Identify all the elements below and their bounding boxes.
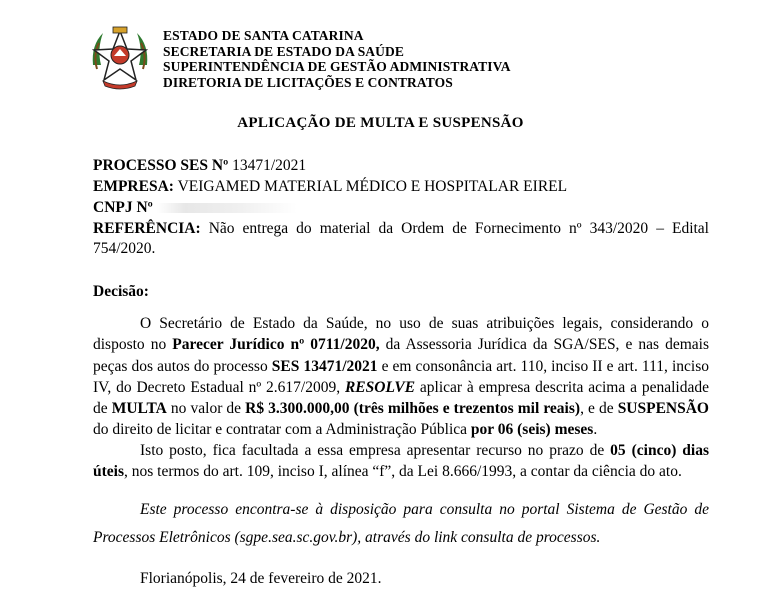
bold-segment: Parecer Jurídico nº 0711/2020,: [172, 336, 380, 354]
consultation-paragraph: [93, 496, 709, 552]
document-date: Florianópolis, 24 de fevereiro de 2021.: [140, 570, 382, 587]
text-segment: do direito de licitar e contratar com a Administração Pública: [93, 421, 471, 439]
bold-italic-segment: RESOLVE: [344, 378, 416, 396]
text-segment: , nos termos do art. 109, inciso I, alínea “f”, da Lei 8.666/1993, a contar da ciência do ato.: [124, 463, 682, 481]
referencia-value: Não entrega do material da Ordem de Fornecimento nº 343/2020 – Edital 754/2020.: [93, 220, 709, 257]
header-line: ESTADO DE SANTA CATARINA: [163, 28, 364, 43]
cnpj-label: CNPJ Nº: [93, 199, 153, 216]
text-segment: no valor de: [166, 400, 246, 418]
text-segment: Isto posto, fica facultada a essa empresa apresentar recurso no prazo de: [140, 442, 611, 459]
text-segment: , e de: [580, 400, 618, 418]
institution-header: [163, 28, 511, 90]
state-crest-icon: [89, 25, 151, 91]
text-segment: da Assessoria Jurídica da SGA/SES, e nas demais peças dos autos do processo: [93, 336, 709, 375]
processo-field: [93, 156, 306, 176]
bold-segment: por 06 (seis) meses: [470, 421, 594, 439]
referencia-field: [93, 219, 709, 259]
text-segment: aplicar à empresa descrita acima a penalidade de: [93, 378, 709, 418]
cnpj-redacted-value: [157, 203, 297, 213]
text-segment: e em consonância art. 110, inciso II e art. 111, inciso IV, do Decreto Estadual nº 2.617/2009,: [93, 357, 709, 396]
bold-segment: SUSPENSÃO: [617, 400, 709, 418]
header-line: SECRETARIA DE ESTADO DA SAÚDE: [163, 43, 404, 59]
processo-label: PROCESSO SES Nº: [93, 157, 229, 174]
processo-value: 13471/2021: [232, 157, 307, 174]
bold-segment: SES 13471/2021: [271, 357, 378, 375]
decisao-label: Decisão:: [93, 283, 149, 300]
text-segment: O Secretário de Estado da Saúde, no uso de suas atribuições legais, considerando o disposto no: [93, 315, 709, 354]
bold-segment: 05 (cinco) dias úteis: [93, 442, 710, 481]
text-segment: Este processo encontra-se à disposição para consulta no portal Sistema de Gestão de Processos Eletrônicos (sgpe.sea.sc.gov.br), através do link consulta de processos.: [93, 501, 709, 546]
document-title: APLICAÇÃO DE MULTA E SUSPENSÃO: [237, 115, 524, 131]
decision-paragraph: [93, 313, 709, 441]
cnpj-field: [93, 198, 297, 218]
bold-segment: MULTA: [111, 400, 167, 418]
bold-segment: R$ 3.300.000,00 (três milhões e trezentos mil reais): [245, 400, 581, 418]
appeal-paragraph: [93, 440, 709, 483]
header-line: SUPERINTENDÊNCIA DE GESTÃO ADMINISTRATIVA: [163, 59, 511, 74]
header-line: DIRETORIA DE LICITAÇÕES E CONTRATOS: [163, 74, 453, 90]
text-segment: .: [593, 421, 598, 439]
referencia-label: REFERÊNCIA:: [93, 220, 201, 237]
empresa-field: [93, 177, 567, 197]
empresa-label: EMPRESA:: [93, 178, 174, 195]
empresa-value: VEIGAMED MATERIAL MÉDICO E HOSPITALAR EIREL: [177, 178, 568, 195]
